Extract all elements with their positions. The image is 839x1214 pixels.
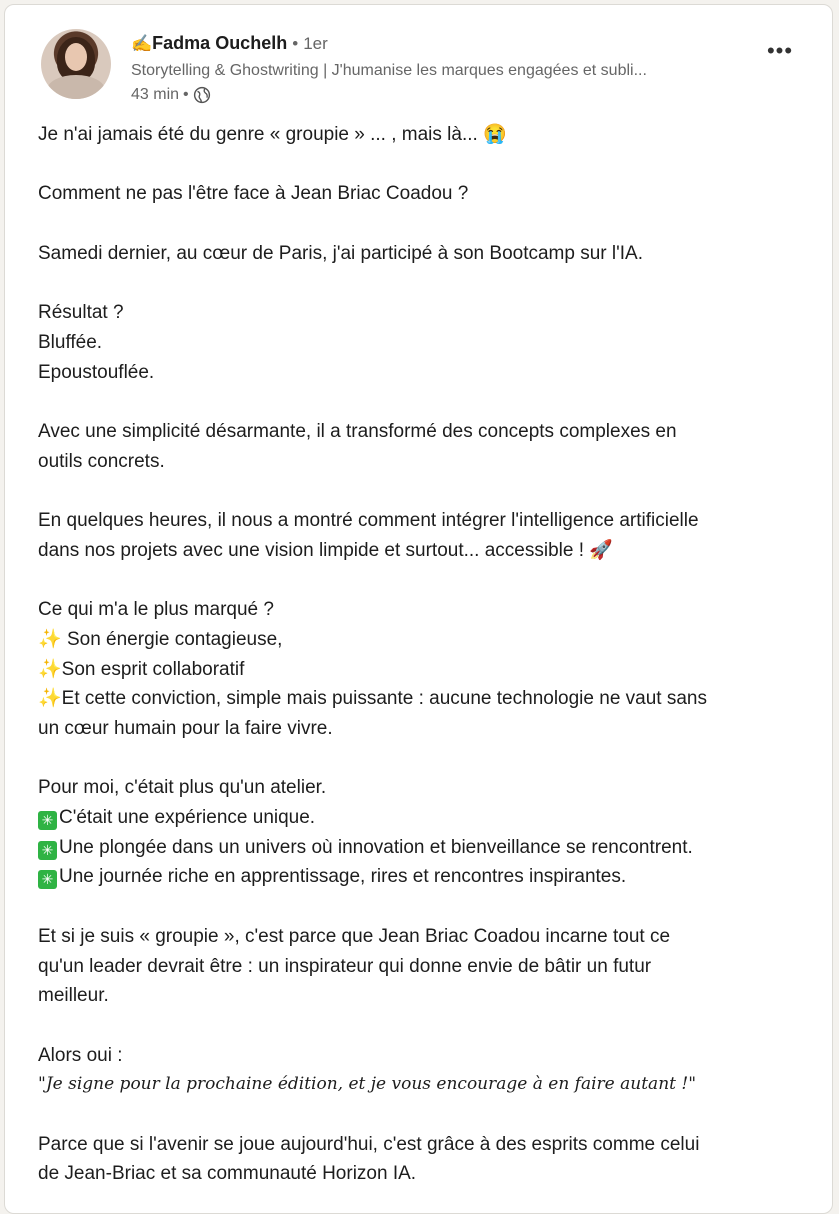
post-line: Ce qui m'a le plus marqué ? xyxy=(38,599,274,621)
post-line: outils concrets. xyxy=(38,450,165,472)
eight-spoked-asterisk-icon: ✳ xyxy=(38,870,57,889)
time-separator: • xyxy=(183,86,189,103)
author-name[interactable]: Fadma Ouchelh xyxy=(152,33,288,53)
connection-degree: 1er xyxy=(303,34,328,53)
sparkles-icon: ✨ xyxy=(38,658,62,680)
post-header xyxy=(41,27,812,107)
post-line: Comment ne pas l'être face à Jean Briac Coadou ? xyxy=(38,183,469,205)
post-line: Epoustouflée. xyxy=(38,361,155,383)
post-line: Et si je suis « groupie », c'est parce que Jean Briac Coadou incarne tout ce xyxy=(38,925,671,947)
author-name-line[interactable] xyxy=(131,31,752,56)
post-line: ✳ Une plongée dans un univers où innovation et bienveillance se rencontrent. xyxy=(38,833,818,863)
post-time: 43 min xyxy=(131,86,180,103)
post-line: de Jean-Briac et sa communauté Horizon IA. xyxy=(38,1163,417,1185)
post-line: Bluffée. xyxy=(38,331,103,353)
sparkles-icon: ✨ xyxy=(38,628,62,650)
post-line: ✳ C'était une expérience unique. xyxy=(38,803,818,833)
post-line: ✨Son esprit collaboratif xyxy=(38,658,245,680)
crying-emoji: 😭 xyxy=(483,124,507,145)
post-line: Pour moi, c'était plus qu'un atelier. xyxy=(38,777,327,799)
post-line: ✨ Son énergie contagieuse, xyxy=(38,628,283,650)
eight-spoked-asterisk-icon: ✳ xyxy=(38,841,57,860)
post-line: Avec une simplicité désarmante, il a transformé des concepts complexes en xyxy=(38,420,677,442)
post-line: Alors oui : xyxy=(38,1044,123,1066)
post-line: Parce que si l'avenir se joue aujourd'hui, c'est grâce à des esprits comme celui xyxy=(38,1133,700,1155)
author-meta xyxy=(131,31,752,106)
post-line: En quelques heures, il nous a montré comment intégrer l'intelligence artificielle xyxy=(38,510,699,532)
author-headline: Storytelling & Ghostwriting | J'humanise les marques engagées et subli... xyxy=(131,62,647,79)
more-options-button[interactable]: ••• xyxy=(766,38,794,63)
post-line: dans nos projets avec une vision limpide et surtout... accessible ! 🚀 xyxy=(38,536,818,566)
post-card xyxy=(4,4,833,1214)
post-line: ✨Et cette conviction, simple mais puissante : aucune technologie ne vaut sans xyxy=(38,688,707,710)
eight-spoked-asterisk-icon: ✳ xyxy=(38,811,57,830)
post-line: Résultat ? xyxy=(38,302,124,324)
post-line: Samedi dernier, au cœur de Paris, j'ai participé à son Bootcamp sur l'IA. xyxy=(38,242,643,264)
post-body xyxy=(38,120,818,1189)
post-line: un cœur humain pour la faire vivre. xyxy=(38,717,333,739)
avatar[interactable] xyxy=(41,29,111,99)
sparkles-icon: ✨ xyxy=(38,688,62,710)
rocket-emoji: 🚀 xyxy=(589,539,613,561)
post-line: ✳ Une journée riche en apprentissage, rires et rencontres inspirantes. xyxy=(38,862,818,892)
globe-icon xyxy=(193,86,211,104)
pen-emoji: ✍️ xyxy=(131,34,153,53)
post-time-line xyxy=(131,84,752,106)
post-line: meilleur. xyxy=(38,985,109,1007)
quote-line: "Je signe pour la prochaine édition, et je vous encourage à en faire autant !" xyxy=(38,1074,697,1095)
name-separator: • xyxy=(292,34,299,53)
post-line: qu'un leader devrait être : un inspirateur qui donne envie de bâtir un futur xyxy=(38,955,652,977)
post-line: Je n'ai jamais été du genre « groupie » ... , mais là... 😭 xyxy=(38,120,818,150)
